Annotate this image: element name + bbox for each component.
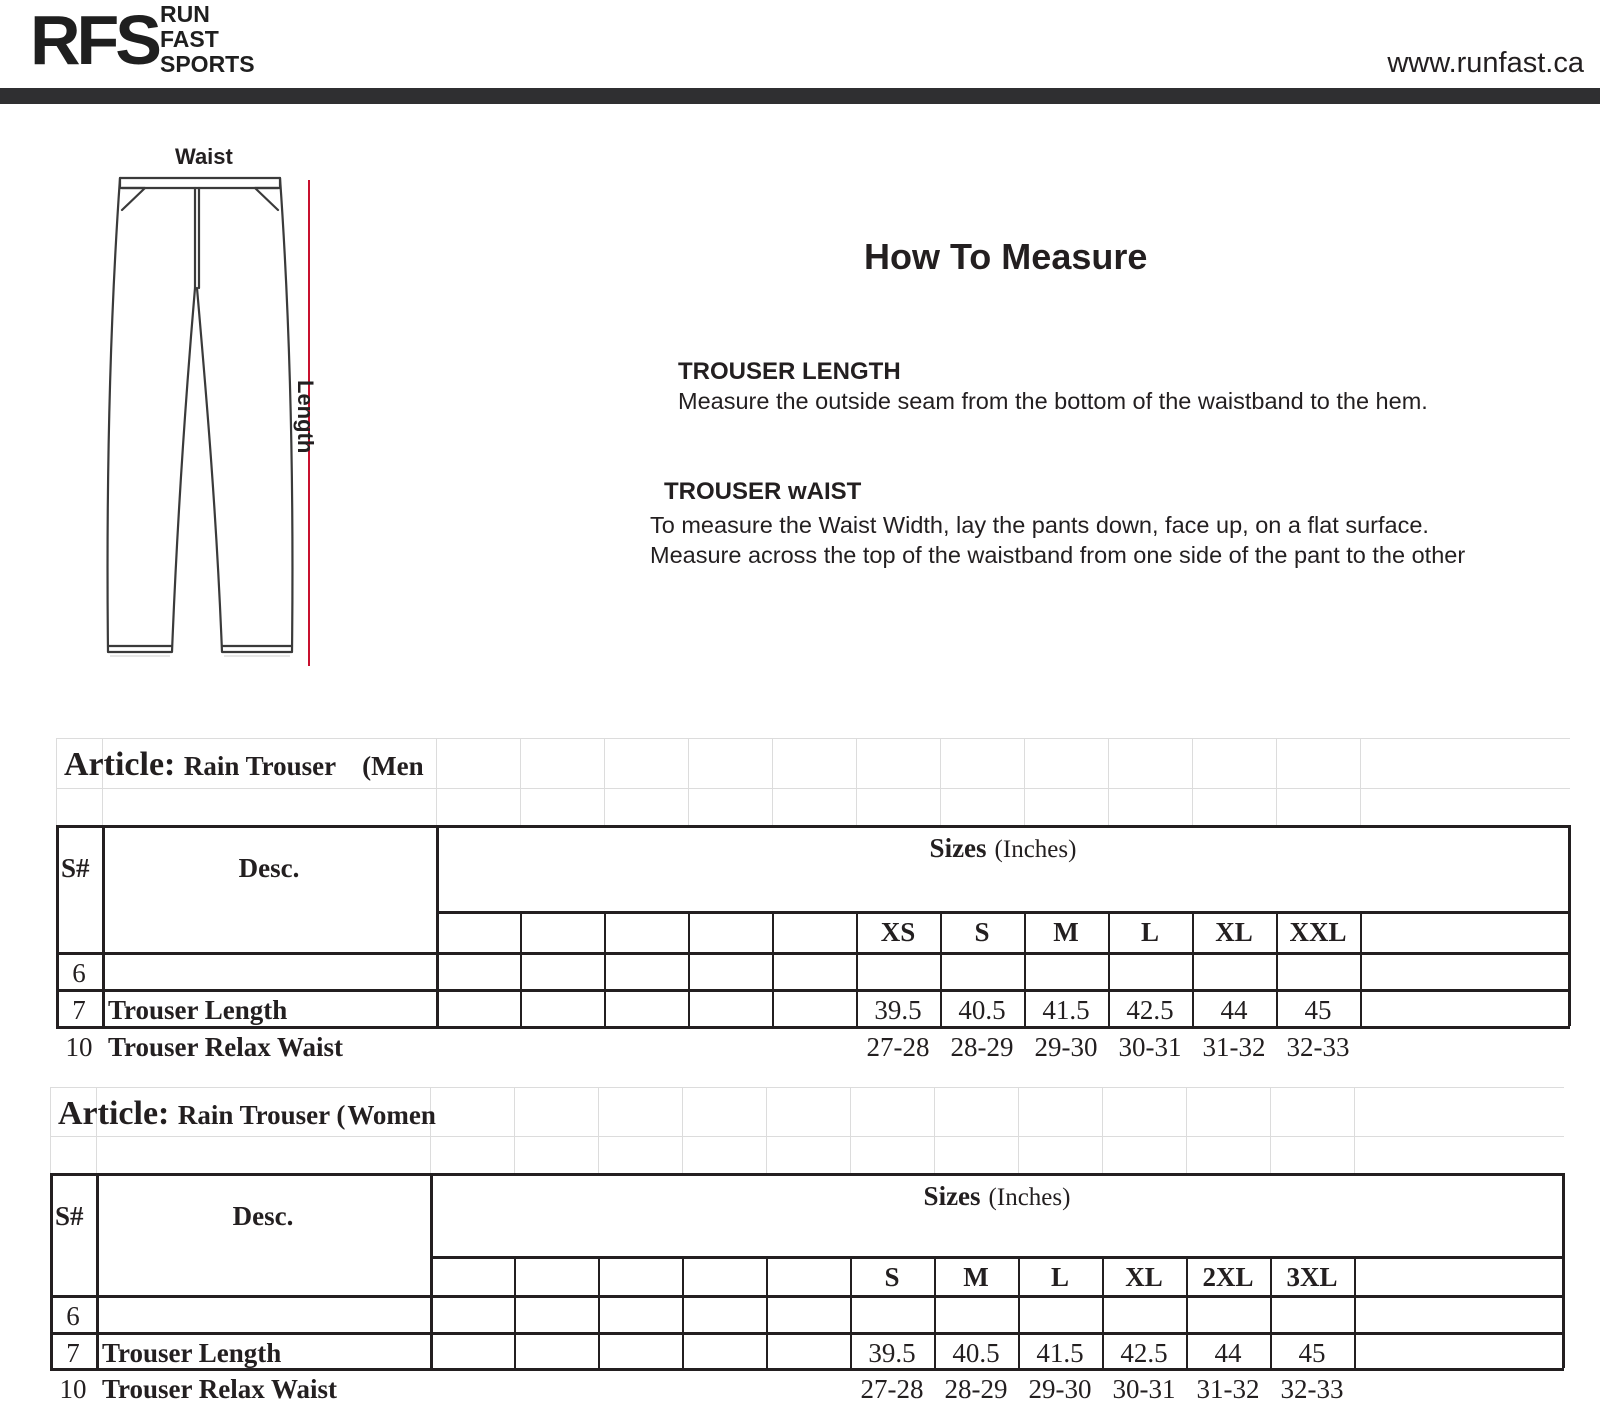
- size-col-border: [688, 911, 690, 1026]
- size-value: 42.5: [1126, 995, 1174, 1025]
- size-table-women: [50, 1087, 1564, 1404]
- size-value: 28-29: [944, 1374, 1008, 1404]
- desc-header: Desc.: [238, 853, 300, 883]
- header-divider-bar: [0, 88, 1600, 104]
- row-number: 7: [66, 1338, 80, 1368]
- row-number: 6: [66, 1301, 80, 1331]
- size-value: 40.5: [952, 1338, 1000, 1368]
- size-label-3xl: 3XL: [1286, 1262, 1338, 1292]
- size-label-l: L: [1140, 917, 1159, 947]
- trouser-length-text: Measure the outside seam from the bottom of the waistband to the hem.: [678, 388, 1428, 414]
- desc-header: Desc.: [232, 1201, 294, 1231]
- article-gender: (Men: [362, 751, 424, 781]
- sizes-header: [436, 835, 1570, 862]
- size-value: 27-28: [866, 1032, 930, 1062]
- article-label: Article:: [58, 1095, 178, 1132]
- size-label-xxl: XXL: [1289, 917, 1347, 947]
- grid-col-line: [1186, 1087, 1187, 1173]
- table-row-border: [50, 1368, 1564, 1371]
- how-to-measure-title: How To Measure: [864, 236, 1148, 277]
- size-value: 40.5: [958, 995, 1006, 1025]
- length-label: Length: [293, 380, 318, 454]
- size-value: 44: [1214, 1338, 1242, 1368]
- grid-col-line: [1108, 738, 1109, 825]
- sn-header: S#: [55, 1201, 84, 1231]
- table-row-border: [50, 1173, 1564, 1176]
- size-value: 30-31: [1118, 1032, 1182, 1062]
- size-value: 32-33: [1286, 1032, 1350, 1062]
- website-url[interactable]: www.runfast.ca: [1387, 47, 1584, 79]
- size-label-xs: XS: [880, 917, 916, 947]
- size-label-m: M: [1053, 917, 1079, 947]
- table-col-border: [56, 825, 59, 1026]
- grid-col-line: [850, 1087, 851, 1173]
- size-label-s: S: [974, 917, 990, 947]
- logo-mark: RFS: [30, 1, 158, 79]
- size-col-border: [520, 911, 522, 1026]
- grid-col-line: [766, 1087, 767, 1173]
- size-col-border: [1354, 1256, 1356, 1368]
- right-leg-outline: [197, 178, 293, 652]
- size-value: 29-30: [1028, 1374, 1092, 1404]
- logo-word-run: RUN: [160, 1, 210, 27]
- table-row-border: [56, 1026, 1570, 1029]
- article-label: Article:: [64, 746, 184, 783]
- logo-word-fast: FAST: [160, 26, 219, 52]
- size-value: 31-32: [1202, 1032, 1266, 1062]
- size-value: 42.5: [1120, 1338, 1168, 1368]
- grid-col-line: [1024, 738, 1025, 825]
- grid-col-line: [1192, 738, 1193, 825]
- logo-word-sports: SPORTS: [160, 51, 255, 77]
- grid-col-line: [772, 738, 773, 825]
- table-row-border: [56, 952, 1570, 955]
- row-number: 6: [72, 958, 86, 988]
- waist-label: Waist: [175, 144, 233, 169]
- size-col-border: [514, 1256, 516, 1368]
- trouser-waist-text-1: To measure the Waist Width, lay the pants down, face up, on a flat surface.: [650, 512, 1429, 538]
- article-title: [58, 1097, 436, 1131]
- article-name: Rain Trouser (: [177, 1100, 346, 1130]
- size-value: 44: [1220, 995, 1248, 1025]
- size-value: 45: [1304, 995, 1332, 1025]
- size-label-2xl: 2XL: [1202, 1262, 1254, 1292]
- size-label-xl: XL: [1215, 917, 1253, 947]
- size-value: 39.5: [874, 995, 922, 1025]
- grid-col-line: [934, 1087, 935, 1173]
- table-row-border: [50, 1295, 1564, 1298]
- row-number: 7: [72, 995, 86, 1025]
- grid-col-line: [1270, 1087, 1271, 1173]
- size-col-border: [604, 911, 606, 1026]
- waistband-shape: [120, 178, 280, 188]
- size-value: 27-28: [860, 1374, 924, 1404]
- grid-col-line: [604, 738, 605, 825]
- trouser-waist-text-2: Measure across the top of the waistband from one side of the pant to the other: [650, 542, 1466, 568]
- grid-col-line: [50, 1087, 51, 1173]
- grid-row-line: [50, 1136, 1564, 1137]
- row-number: 10: [59, 1374, 87, 1404]
- grid-col-line: [514, 1087, 515, 1173]
- size-label-m: M: [963, 1262, 989, 1292]
- grid-col-line: [940, 738, 941, 825]
- row-description: Trouser Relax Waist: [108, 1032, 344, 1062]
- grid-row-line: [56, 788, 1570, 789]
- grid-row-line: [56, 738, 1570, 739]
- brand-logo: [30, 1, 255, 80]
- article-name: Rain Trouser: [183, 751, 337, 781]
- size-value: 41.5: [1042, 995, 1090, 1025]
- size-label-l: L: [1050, 1262, 1069, 1292]
- row-number: 10: [65, 1032, 93, 1062]
- row-description: Trouser Relax Waist: [102, 1374, 338, 1404]
- article-title: [64, 748, 424, 782]
- grid-col-line: [436, 738, 437, 825]
- size-label-xl: XL: [1125, 1262, 1163, 1292]
- size-col-border: [1360, 911, 1362, 1026]
- table-col-border: [50, 1173, 53, 1368]
- left-pocket: [122, 188, 145, 210]
- sizes-header-border: [430, 1256, 1564, 1259]
- right-pocket: [255, 188, 278, 210]
- row-description: Trouser Length: [102, 1338, 282, 1368]
- size-value: 32-33: [1280, 1374, 1344, 1404]
- grid-col-line: [688, 738, 689, 825]
- size-value: 30-31: [1112, 1374, 1176, 1404]
- size-value: 41.5: [1036, 1338, 1084, 1368]
- left-leg-outline: [108, 178, 196, 652]
- sizes-label: Sizes: [923, 1181, 981, 1211]
- grid-col-line: [598, 1087, 599, 1173]
- trouser-waist-heading: TROUSER wAIST: [664, 478, 862, 505]
- size-col-border: [766, 1256, 768, 1368]
- sizes-label: Sizes: [929, 833, 987, 863]
- size-value: 39.5: [868, 1338, 916, 1368]
- grid-col-line: [856, 738, 857, 825]
- size-col-border: [598, 1256, 600, 1368]
- row-description: Trouser Length: [108, 995, 288, 1025]
- article-gender: Women: [347, 1100, 436, 1130]
- table-row-border: [56, 989, 1570, 992]
- size-value: 28-29: [950, 1032, 1014, 1062]
- size-label-s: S: [884, 1262, 900, 1292]
- size-col-border: [772, 911, 774, 1026]
- grid-col-line: [56, 738, 57, 825]
- size-table-men: [56, 738, 1570, 1062]
- grid-col-line: [1354, 1087, 1355, 1173]
- sizes-unit: (Inches): [994, 836, 1077, 863]
- grid-col-line: [682, 1087, 683, 1173]
- sizes-unit: (Inches): [988, 1184, 1071, 1211]
- grid-row-line: [50, 1087, 1564, 1088]
- sizes-header: [430, 1183, 1564, 1210]
- grid-col-line: [1276, 738, 1277, 825]
- grid-col-line: [520, 738, 521, 825]
- size-value: 45: [1298, 1338, 1326, 1368]
- sizes-header-border: [436, 911, 1570, 914]
- table-row-border: [56, 825, 1570, 828]
- grid-col-line: [1018, 1087, 1019, 1173]
- logo-words: [160, 2, 255, 77]
- sn-header: S#: [61, 853, 90, 883]
- size-value: 29-30: [1034, 1032, 1098, 1062]
- size-value: 31-32: [1196, 1374, 1260, 1404]
- size-col-border: [682, 1256, 684, 1368]
- grid-col-line: [1102, 1087, 1103, 1173]
- grid-col-line: [1360, 738, 1361, 825]
- table-row-border: [50, 1332, 1564, 1335]
- trouser-length-heading: TROUSER LENGTH: [678, 358, 901, 385]
